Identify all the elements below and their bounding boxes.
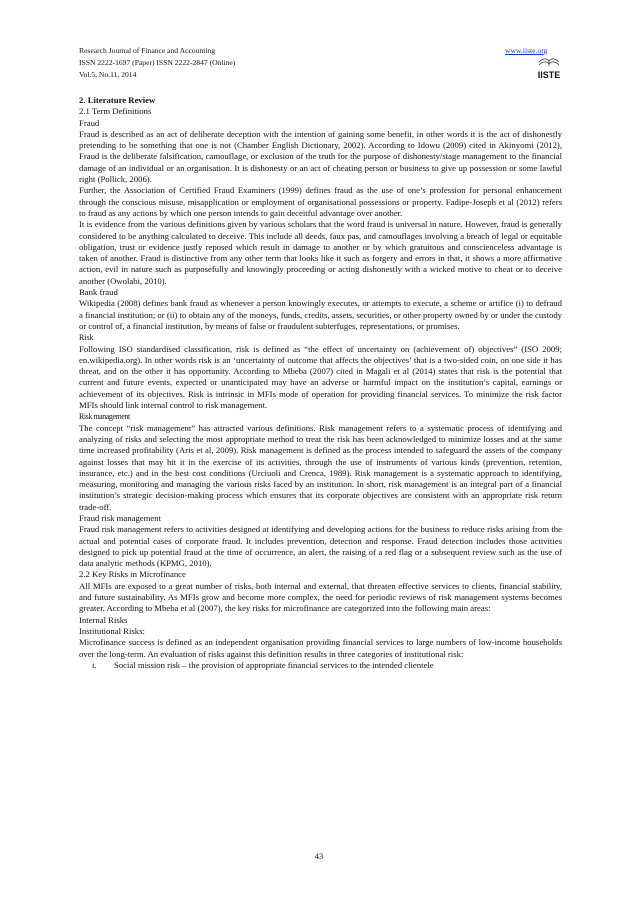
paragraph: Bank fraud <box>79 287 118 298</box>
list-item-number: i. <box>92 659 97 670</box>
paragraph: The concept “risk management” has attracted various definitions. Risk management refers to a systematic process of identifying and analyzing of risks and selecting the most appropriate method to treat the risk has been acknowledged to minimize losses and at the same time increased profitability (Aris et al, 2009). Risk management is defined as the process intended to safeguard the assets of the company against losses that may hit it in the exercise of its activities, through the use of instruments of various kinds (prevention, retention, insurance, etc.) and in the best cost conditions (Urciuoli and Crenca, 1989). Risk management is a systematic approach to identifying, measuring, monitoring and managing the various risks faced by an institution. In short, risk management is an integral part of a financial institution’s strategic decision-making process which ensures that its corporate objectives are consistent with an appropriate risk return trade-off. <box>79 422 562 512</box>
paragraph: 2.1 Term Definitions <box>79 106 152 117</box>
list-item <box>79 660 562 671</box>
paragraph: Fraud risk management refers to activities designed at identifying and developing actions for the business to reduce risks arising from the actual and potential cases of corporate fraud. It includes prevention, detection and response. Fraud detection includes those activities designed to pick up potential fraud at the time of occurrence, an alert, the raising of a red flag or a subsequent review such as the use of data analytic methods (KPMG, 2010). <box>79 524 562 569</box>
paragraph: Microfinance success is defined as an independent organisation providing financial services to large numbers of low-income households over the long-term. An evaluation of risks against this definition results in three categories of institutional risk: <box>79 637 562 659</box>
logo-text: IISTE <box>537 70 561 80</box>
paragraph: It is evidence from the various definitions given by various scholars that the word fraud is universal in nature. However, fraud is generally considered to be anything calculated to deceive. This include all deeds, faux pas, and camouflages involving a breach of legal or equitable obligation, trust or evidence justly reposed which result in damage to another or by which gratuitous and conscienceless advantage is taken of another. Fraud is distinctive from any other term that looks like it such as forgery and errors in that, it shows a more affirmative action, evil in nature such as purposefully and knowingly proceeding or acting dishonestly with a wicked motive to cheat or to deceive another (Owolabi, 2010). <box>79 219 562 286</box>
paragraph: Fraud <box>79 117 100 128</box>
list-item-text: Social mission risk – the provision of appropriate financial services to the intended clientele <box>114 659 434 670</box>
paragraph: Following ISO standardised classification, risk is defined as “the effect of uncertainty on (achievement of) objectives” (ISO 2009; en.wikipedia.org). In other words risk is an ‘uncertainty of outcome that affects the objectives’ that is a two-sided coin, on one side it has threat, and on the other it has opportunity. According to Mbeba (2007) cited in Magali et al (2014) states that risk is the potential that current and future events, expected or unanticipated may have an adverse or harmful impact on the institution’s capital, earnings or achievement of its objectives. Risk is intrinsic in MFIs mode of operation for providing financial services. To minimize the risk factor MFIs should link internal control to risk management. <box>79 343 562 411</box>
issn-line: ISSN 2222-1697 (Paper) ISSN 2222-2847 (Online) <box>79 58 236 67</box>
paragraph: 2.2 Key Risks in Microfinance <box>79 569 186 580</box>
paragraph: All MFIs are exposed to a great number of risks, both internal and external, that threaten effective services to clients, financial stability, and future sustainability. As MFIs grow and become more complex, the need for periodic reviews of risk management systems becomes greater. According to Mbeba et al (2007), the key risks for microfinance are categorized into the following main areas: <box>79 580 562 614</box>
logo-book-icon <box>539 59 559 66</box>
paragraph: Internal Risks <box>79 614 128 625</box>
subheading: Risk <box>79 333 94 343</box>
volume-line: Vol.5, No.11, 2014 <box>79 70 137 79</box>
page-number: 43 <box>314 851 324 861</box>
section-heading: 2. Literature Review <box>79 95 156 105</box>
paragraph: Further, the Association of Certified Fraud Examiners (1999) defines fraud as the use of one’s profession for personal enhancement through the conscious misuse, misapplication or employment of organisational possessions or property. Fadipe-Joseph et al (2012) refers to fraud as any actions by which one person intends to gain deceitful advantage over another. <box>79 185 562 218</box>
journal-website-link[interactable]: www.iiste.org <box>505 46 548 55</box>
paragraph: Fraud is described as an act of deliberate deception with the intention of gaining some benefit, in other words it is the act of dishonestly pretending to be something that one is not (Chamber English Dictionary, 2002). According to Idowu (2009) cited in Akinyomi (2012), Fraud is the deliberate falsification, camouflage, or exclusion of the truth for the purpose of dishonesty/stage management to the financial damage of an individual or an organisation. It is dishonesty or an act of cheating person or business to give up possession or some lawful right (Pollick, 2006). <box>79 128 562 185</box>
paragraph: Institutional Risks: <box>79 625 145 636</box>
article-body <box>79 95 562 671</box>
iiste-logo <box>535 56 563 82</box>
journal-title: Research Journal of Finance and Accounting <box>79 46 216 55</box>
paragraph: Fraud risk management <box>79 512 162 523</box>
paragraph: Wikipedia (2008) defines bank fraud as whenever a person knowingly executes, or attempts to execute, a scheme or artifice (i) to defraud a financial institution; or (ii) to obtain any of the moneys, funds, credits, assets, securities, or other property owned by or under the custody or control of, a financial institution, by means of false or fraudulent subterfuges, representations, or promises. <box>79 298 563 331</box>
subheading: Risk management <box>79 412 130 422</box>
